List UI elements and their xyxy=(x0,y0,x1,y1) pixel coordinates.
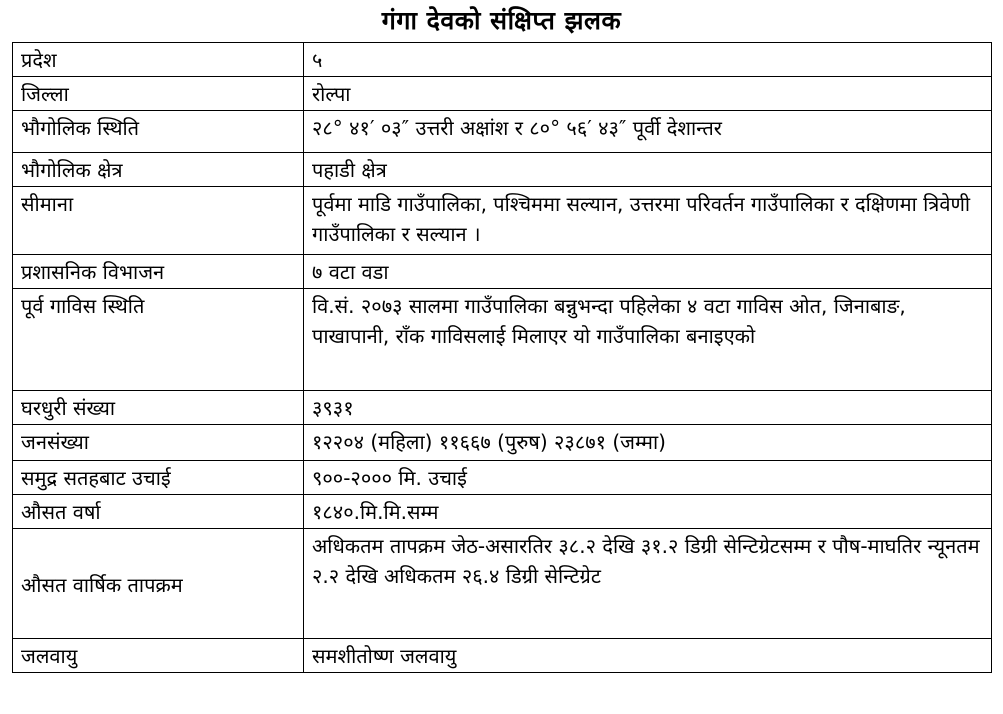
table-row xyxy=(13,255,992,289)
row-value: ७ वटा वडा xyxy=(304,255,992,289)
table-row xyxy=(13,425,992,461)
row-label: औसत वर्षा xyxy=(13,495,304,529)
table-row xyxy=(13,43,992,77)
table-row xyxy=(13,187,992,255)
table-row xyxy=(13,111,992,153)
table-row xyxy=(13,461,992,495)
table-row xyxy=(13,153,992,187)
row-value: रोल्पा xyxy=(304,77,992,111)
row-label: पूर्व गाविस स्थिति xyxy=(13,289,304,391)
table-row xyxy=(13,529,992,639)
document-title: गंगा देवको संक्षिप्त झलक xyxy=(381,6,622,35)
row-value: १८४०.मि.मि.सम्म xyxy=(304,495,992,529)
table-row xyxy=(13,289,992,391)
row-label: घरधुरी संख्या xyxy=(13,391,304,425)
row-label: प्रशासनिक विभाजन xyxy=(13,255,304,289)
table-row xyxy=(13,77,992,111)
row-label: समुद्र सतहबाट उचाई xyxy=(13,461,304,495)
row-label: जनसंख्या xyxy=(13,425,304,461)
row-value: ९००-२००० मि. उचाई xyxy=(304,461,992,495)
row-value: ३९३१ xyxy=(304,391,992,425)
row-label: सीमाना xyxy=(13,187,304,255)
row-label: जलवायु xyxy=(13,639,304,673)
row-value: पूर्वमा माडि गाउँपालिका, पश्चिममा सल्यान, उत्तरमा परिवर्तन गाउँपालिका र दक्षिणमा त्रिवेणी गाउँपालिका र सल्यान । xyxy=(304,187,992,255)
table-row xyxy=(13,639,992,673)
row-value: वि.सं. २०७३ सालमा गाउँपालिका बन्नुभन्दा पहिलेका ४ वटा गाविस ओत, जिनाबाङ, पाखापानी, राँक गाविसलाई मिलाएर यो गाउँपालिका बनाइएको xyxy=(304,289,992,391)
row-value: २८° ४१′ ०३″ उत्तरी अक्षांश र ८०° ५६′ ४३″ पूर्वी देशान्तर xyxy=(304,111,992,153)
table-row xyxy=(13,391,992,425)
row-label: भौगोलिक स्थिति xyxy=(13,111,304,153)
row-value: अधिकतम तापक्रम जेठ-असारतिर ३८.२ देखि ३१.२ डिग्री सेन्टिग्रेटसम्म र पौष-माघतिर न्यूनतम २.२ देखि अधिकतम २६.४ डिग्री सेन्टिग्रेट xyxy=(304,529,992,639)
row-label: जिल्ला xyxy=(13,77,304,111)
row-label: प्रदेश xyxy=(13,43,304,77)
row-value: समशीतोष्ण जलवायु xyxy=(304,639,992,673)
row-value: १२२०४ (महिला) ११६६७ (पुरुष) २३८७१ (जम्मा) xyxy=(304,425,992,461)
table-row xyxy=(13,495,992,529)
row-value: ५ xyxy=(304,43,992,77)
summary-table xyxy=(12,42,992,673)
row-label: औसत वार्षिक तापक्रम xyxy=(13,529,304,639)
row-label: भौगोलिक क्षेत्र xyxy=(13,153,304,187)
row-value: पहाडी क्षेत्र xyxy=(304,153,992,187)
